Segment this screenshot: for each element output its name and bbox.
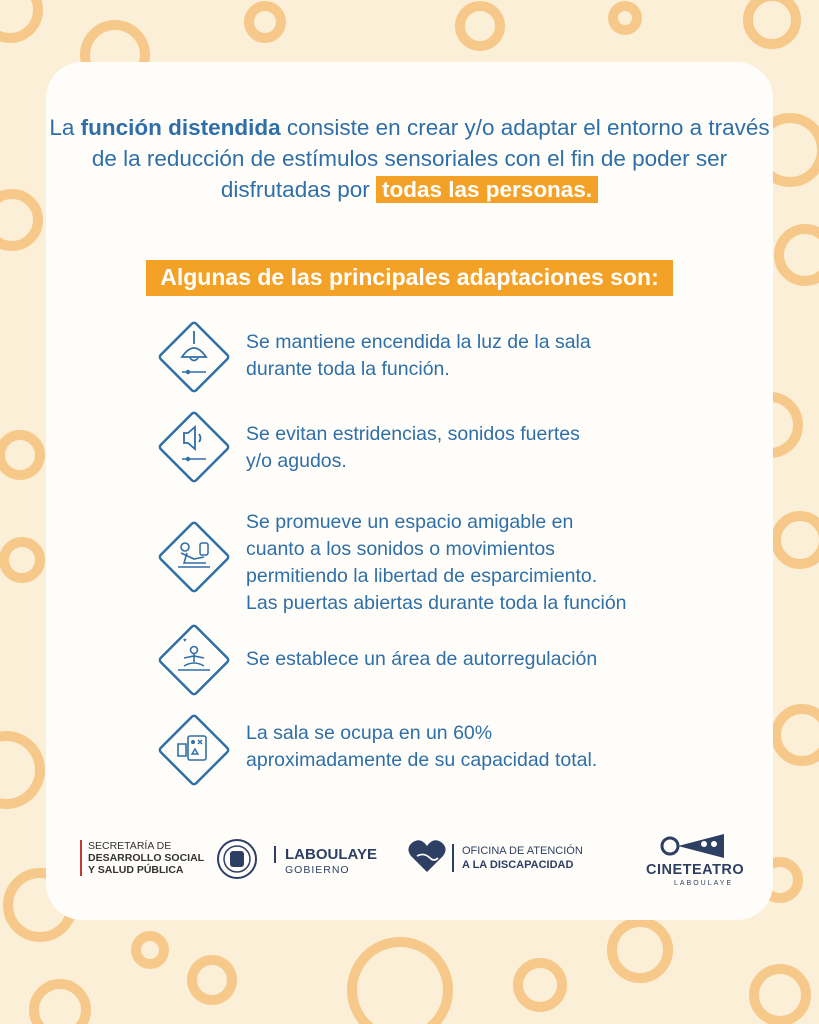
intro-bold-term: función distendida	[80, 115, 281, 140]
secretaria-line2: DESARROLLO SOCIAL	[88, 852, 205, 864]
adaptation-item	[154, 511, 754, 614]
intro-paragraph	[46, 112, 773, 205]
projector-masks-icon	[646, 832, 746, 862]
laboulaye-sub: GOBIERNO	[285, 864, 350, 876]
cineteatro-sub: LABOULAYE	[674, 880, 734, 887]
adaptation-item	[154, 407, 754, 487]
adaptation-item	[154, 317, 754, 397]
laboulaye-name: LABOULAYE	[274, 846, 377, 863]
meditation-icon	[154, 620, 234, 700]
item-text: Se evitan estridencias, sonidos fuertes y/o agudos.	[246, 423, 580, 472]
intro-highlight: todas las personas.	[376, 176, 598, 203]
laboulaye-seal-icon	[214, 836, 260, 882]
secretaria-line1: SECRETARÍA DE	[88, 840, 172, 852]
speaker-icon	[154, 407, 234, 487]
item-text: Se mantiene encendida la luz de la sala durante toda la función.	[246, 331, 591, 380]
lamp-icon	[154, 317, 234, 397]
capacity-icon	[154, 710, 234, 790]
relaxing-person-icon	[154, 517, 234, 597]
cineteatro-name: CINETEATRO	[646, 862, 745, 878]
oficina-logo	[406, 836, 583, 881]
heart-hands-icon	[406, 836, 448, 876]
item-text: Se promueve un espacio amigable en cuanto a los sonidos o movimientos permitiendo la libertad de esparcimiento. Las puertas abiertas durante toda la función	[246, 511, 627, 614]
adaptation-item	[154, 620, 754, 700]
laboulaye-logo	[214, 836, 377, 887]
info-card	[46, 62, 773, 920]
intro-text-start: La	[49, 115, 81, 140]
item-text: La sala se ocupa en un 60% aproximadamente de su capacidad total.	[246, 722, 598, 771]
sponsor-logos	[46, 832, 773, 892]
oficina-name	[452, 844, 622, 872]
oficina-line2: A LA DISCAPACIDAD	[462, 859, 574, 871]
intro-text-middle: consiste en crear y/o adaptar el entorno a través de la reducción de estímulos sensoriales con el fin de poder ser disfrutadas por	[91, 115, 770, 202]
section-heading: Algunas de las principales adaptaciones son:	[146, 260, 672, 296]
item-text: Se establece un área de autorregulación	[246, 648, 598, 670]
secretaria-logo	[80, 840, 204, 876]
cineteatro-logo	[646, 832, 756, 887]
adaptation-item	[154, 710, 754, 790]
svg-text:♥: ♥	[183, 638, 187, 644]
secretaria-line3: Y SALUD PÚBLICA	[88, 864, 184, 876]
oficina-line1: OFICINA DE ATENCIÓN	[462, 845, 583, 857]
